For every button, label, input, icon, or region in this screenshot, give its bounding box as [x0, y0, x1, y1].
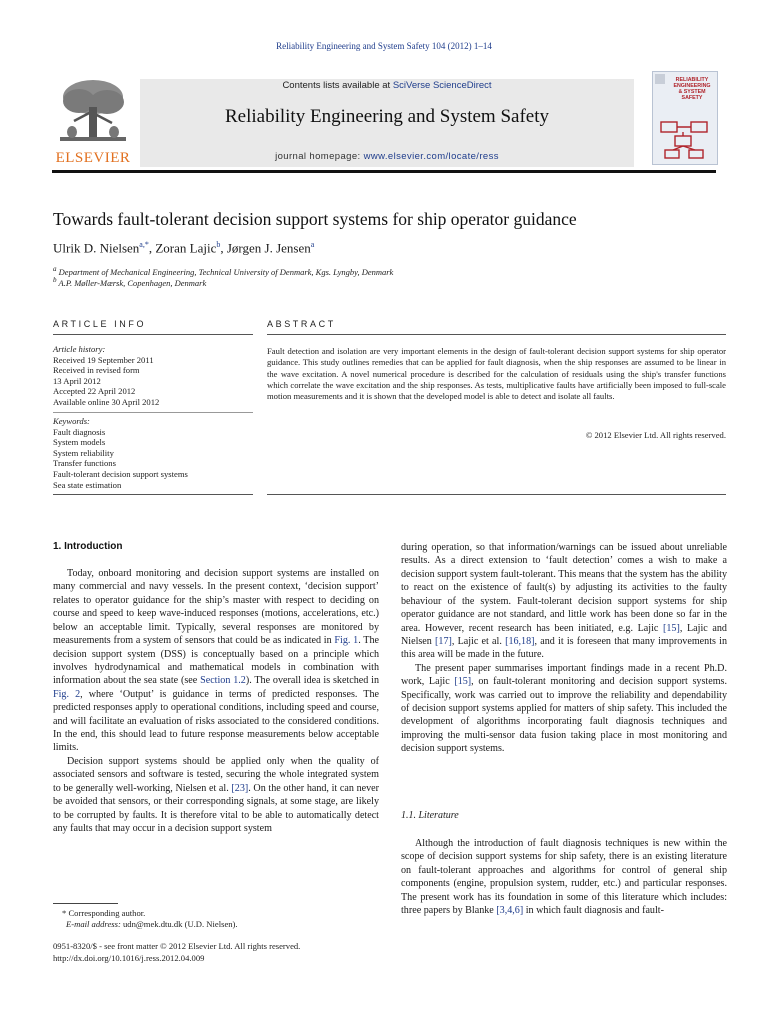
affiliation-mark: a: [53, 265, 57, 273]
keyword: Fault-tolerant decision support systems: [53, 468, 188, 479]
paragraph-text: The present paper summarises important findings made in a recent Ph.D. work, Lajic: [401, 662, 727, 688]
journal-citation[interactable]: Reliability Engineering and System Safety 104 (2012) 1–14: [276, 41, 492, 51]
paragraph-text: Decision support systems should be applied only when the quality of associated sensors and software is tested, securing the whole integrated system to be generally well-working, Nielsen et al.: [53, 755, 379, 794]
contents-prefix: Contents lists available at: [282, 80, 393, 91]
paragraph-text: , Lajic et al.: [451, 635, 506, 647]
paragraph: [401, 541, 727, 662]
author-name[interactable]: Jørgen J. Jensen: [226, 240, 311, 256]
abstract-text: Fault detection and isolation are very important elements in the design of fault-tolerant decision support systems for ship operator guidance. This study outlines remedies that can be applied for fault diagnosis, when the ship responses are assumed to be linear in the wave excitation. A novel numerical procedure is described for the calculation of residuals using the ship's transfer functions which correlate the wave excitation and the ship responses. As tests, multiplicative faults have artificially been imposed to full-scale motion measurements and it is shown that the developed model is able to detect and isolate all faults.: [267, 346, 726, 402]
history-label: Article history:: [53, 344, 106, 354]
homepage-link[interactable]: www.elsevier.com/locate/ress: [363, 151, 499, 162]
email-note: [66, 919, 238, 929]
keywords-label: Keywords:: [53, 416, 90, 426]
reference-link[interactable]: [15]: [454, 676, 472, 688]
cover-text-line: SAFETY: [681, 95, 703, 101]
history-entry: Available online 30 April 2012: [53, 396, 160, 407]
journal-title: Reliability Engineering and System Safety: [225, 106, 549, 127]
article-info-rule: [53, 334, 253, 335]
author-separator: ,: [220, 240, 227, 256]
cover-text-line: RELIABILITY: [675, 77, 709, 83]
history-entry: Accepted 22 April 2012: [53, 386, 136, 397]
left-column-text: [53, 567, 379, 835]
paragraph-text: . On the other hand, it can never be avoided that sensors, or their corresponding signals, at some stage, are likely to be corrupted by faults. It is therefore vital to be able to automatically detect any faults that may occur in a decision support system: [53, 782, 379, 835]
affiliation-text: A.P. Møller-Mærsk, Copenhagen, Denmark: [58, 277, 207, 288]
doi-link[interactable]: http://dx.doi.org/10.1016/j.ress.2012.04.009: [53, 953, 205, 963]
paragraph-text: , on fault-tolerant monitoring and decision support systems. Specifically, work was carried out to improve the reliability and dependability of decision support systems applied for matters of ship safety. This included the development of algorithms incorporating fault diagnosis techniques and improving the multi-sensor data fusion taking place in most monitoring and decision support systems.: [401, 676, 727, 755]
paragraph-text: Although the introduction of fault diagnosis techniques is new within the scope of decision support systems for ship safety, there is an existing literature on fault-tolerant approaches and algorithms for control of general ship components (engine, propulsion system, rudder, etc.) and particular responses. The present work has its foundation in some of this literature which includes: three papers by Blanke: [401, 838, 727, 917]
paragraph-text: ). The overall idea is sketched in: [245, 675, 379, 687]
paragraph: [53, 567, 379, 755]
reference-link[interactable]: [17]: [435, 635, 452, 647]
subsection-heading: 1.1. Literature: [401, 810, 459, 821]
affiliation-mark: b: [53, 276, 57, 284]
paragraph-text: Today, onboard monitoring and decision support systems are installed on many commercial and navy vessels. In the present context, ‘decision support’ relates to operator guidance for the ship’s master with respect to deciding on course and speed to keep wave-induced responses (motions, accelerations, etc.) below an acceptable limit. Typically, several responses are monitored by measurements from a system of sensors that could be as indicated in: [53, 568, 379, 647]
info-divider: [53, 412, 253, 413]
article-history: [53, 344, 258, 408]
affiliation-text: Department of Mechanical Engineering, Technical University of Denmark, Kgs. Lyngby, Denmark: [58, 266, 394, 277]
cover-text-line: & SYSTEM: [678, 89, 706, 95]
author-affil-mark[interactable]: a: [310, 240, 315, 249]
abstract-heading: ABSTRACT: [267, 319, 336, 329]
section-link[interactable]: Section 1.2: [200, 675, 246, 687]
article-title: Towards fault-tolerant decision support systems for ship operator guidance: [53, 209, 577, 229]
keyword: System reliability: [53, 447, 114, 458]
history-entry: Received in revised form: [53, 365, 140, 376]
figure-link[interactable]: Fig. 1: [334, 635, 359, 647]
paragraph-text: . The decision support system (DSS) is conceptually based on a principle which involves hydrodynamical and mathematical models in combination with information about the sea state (see: [53, 635, 379, 687]
author-name[interactable]: Ulrik D. Nielsen: [53, 240, 140, 256]
abstract-copyright: © 2012 Elsevier Ltd. All rights reserved.: [585, 430, 726, 440]
paragraph-text: , Lajic and Nielsen: [401, 622, 727, 647]
reference-link[interactable]: [16,18]: [505, 635, 535, 647]
keyword: Transfer functions: [53, 458, 116, 469]
cover-text-line: ENGINEERING: [673, 83, 711, 89]
elsevier-wordmark: ELSEVIER: [55, 150, 131, 166]
article-info-bottom-rule: [53, 494, 253, 495]
abstract-bottom-rule: [267, 494, 726, 495]
cover-title: [667, 77, 717, 101]
history-entry: Received 19 September 2011: [53, 354, 154, 365]
article-info-heading: ARTICLE INFO: [53, 319, 147, 329]
reference-link[interactable]: [15]: [663, 622, 680, 634]
reference-link[interactable]: [3,4,6]: [496, 905, 524, 917]
header-rule: [52, 170, 716, 173]
abstract-rule: [267, 334, 726, 335]
author-list: [53, 240, 314, 256]
paragraph: [401, 662, 727, 756]
paragraph-text: in which fault diagnosis and fault-: [523, 905, 664, 917]
author-separator: ,: [148, 240, 156, 256]
keyword: Sea state estimation: [53, 479, 122, 490]
keyword: System models: [53, 437, 106, 448]
reference-link[interactable]: [23]: [231, 782, 249, 794]
sciencedirect-link[interactable]: SciVerse ScienceDirect: [392, 80, 492, 91]
corresponding-author-note: * Corresponding author.: [62, 908, 146, 918]
paragraph-text: , and it is foreseen that many improvements in this area will be made in the future.: [401, 635, 727, 661]
figure-link[interactable]: Fig. 2: [53, 688, 81, 700]
paragraph-text: during operation, so that information/warnings can be issued about unreliable results. As a direct extension to ‘fault detection’ comes a wish to make a decision support system fault-tolerant. This means that the system has the ability to react on the existence of fault(s) by adjusting its activities to the faulty behaviour of the system. Fault-tolerant decision support systems for ship operator guidance are not standard, and little work has been done so far in the area. However, recent research has been initiated, e.g. Lajic: [401, 542, 727, 634]
right-column-text: [401, 541, 727, 756]
email-address[interactable]: udn@mek.dtu.dk (U.D. Nielsen).: [122, 919, 238, 929]
section-heading: 1. Introduction: [53, 541, 123, 552]
contents-line: [140, 80, 634, 91]
paragraph: [53, 755, 379, 836]
homepage-prefix: journal homepage:: [275, 151, 364, 162]
paragraph: [401, 837, 727, 918]
author-name[interactable]: Zoran Lajic: [155, 240, 217, 256]
paragraph-text: , where ‘Output’ is guidance in terms of predicted responses. The predicted responses apply to operational conditions, including speed and course, and will facilitate an evaluation of risks associated to the considered conditions. In the end, this should lead to future response measurements below acceptable limits.: [53, 688, 380, 754]
author-affil-mark[interactable]: a,*: [139, 240, 149, 249]
affiliation: [53, 276, 206, 288]
history-entry: 13 April 2012: [53, 375, 101, 386]
email-label: E-mail address:: [66, 919, 123, 929]
keywords-block: [53, 416, 258, 490]
footnote-rule: [53, 903, 118, 904]
issn-line: 0951-8320/$ - see front matter © 2012 Elsevier Ltd. All rights reserved.: [53, 941, 301, 951]
keyword: Fault diagnosis: [53, 426, 106, 437]
homepage-line: [140, 151, 634, 162]
author-affil-mark[interactable]: b: [216, 240, 221, 249]
right-column-text-continued: [401, 837, 727, 918]
